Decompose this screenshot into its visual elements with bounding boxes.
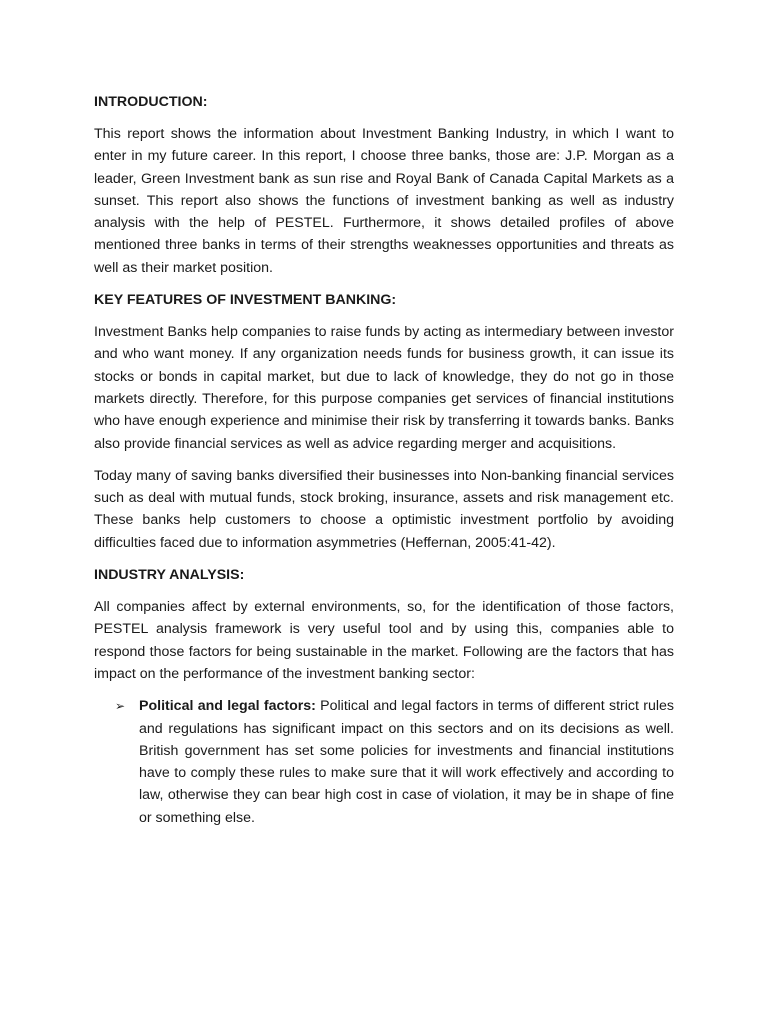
industry-analysis-paragraph: All companies affect by external environments, so, for the identification of those factors, PESTEL analysis framework is very useful tool and by using this, companies able to respond those factors for being sustainable in the market. Following are the factors that has impact on the performance of the investment banking sector: [94,599,674,682]
factor-description: Political and legal factors in terms of different strict rules and regulations has significant impact on this sectors and on its decisions as well. British government has set some policies for investments and financial institutions have to comply these rules to make sure that it will work effectively and according to law, otherwise they can bear high cost in case of violation, it may be in shape of fine or something else. [139,698,674,826]
pestel-factor-list [94,695,674,829]
section-heading-industry-analysis: INDUSTRY ANALYSIS: [94,567,245,584]
section-heading-introduction: INTRODUCTION: [94,94,208,110]
introduction-paragraph: This report shows the information about Investment Banking Industry, in which I want to enter in my future career. In this report, I choose three banks, those are: J.P. Morgan as a leader, Green Investment bank as sun rise and Royal Bank of Canada Capital Markets as a sunset. This report also shows the functions of investment banking as well as industry analysis with the help of PESTEL. Furthermore, it shows detailed profiles of above mentioned three banks in terms of their strengths weaknesses opportunities and threats as well as their market position. [94,126,674,276]
factor-term: Political and legal factors: [139,698,316,715]
list-item [94,695,674,829]
key-features-paragraph-1: Investment Banks help companies to raise funds by acting as intermediary between investor and who want money. If any organization needs funds for business growth, it can issue its stocks or bonds in capital market, but due to lack of knowledge, they do not go in those markets directly. Therefore, for this purpose companies get services of financial institutions who have enough experience and minimise their risk by transferring it towards banks. Banks also provide financial services as well as advice regarding merger and acquisitions. [94,324,674,452]
arrow-bullet-icon: ➢ [115,699,126,714]
section-heading-key-features: KEY FEATURES OF INVESTMENT BANKING: [94,292,397,309]
key-features-paragraph-2: Today many of saving banks diversified their businesses into Non-banking financial services such as deal with mutual funds, stock broking, insurance, assets and risk management etc. These banks help customers to choose a optimistic investment portfolio by avoiding difficulties faced due to information asymmetries (Heffernan, 2005:41-42). [94,467,674,551]
